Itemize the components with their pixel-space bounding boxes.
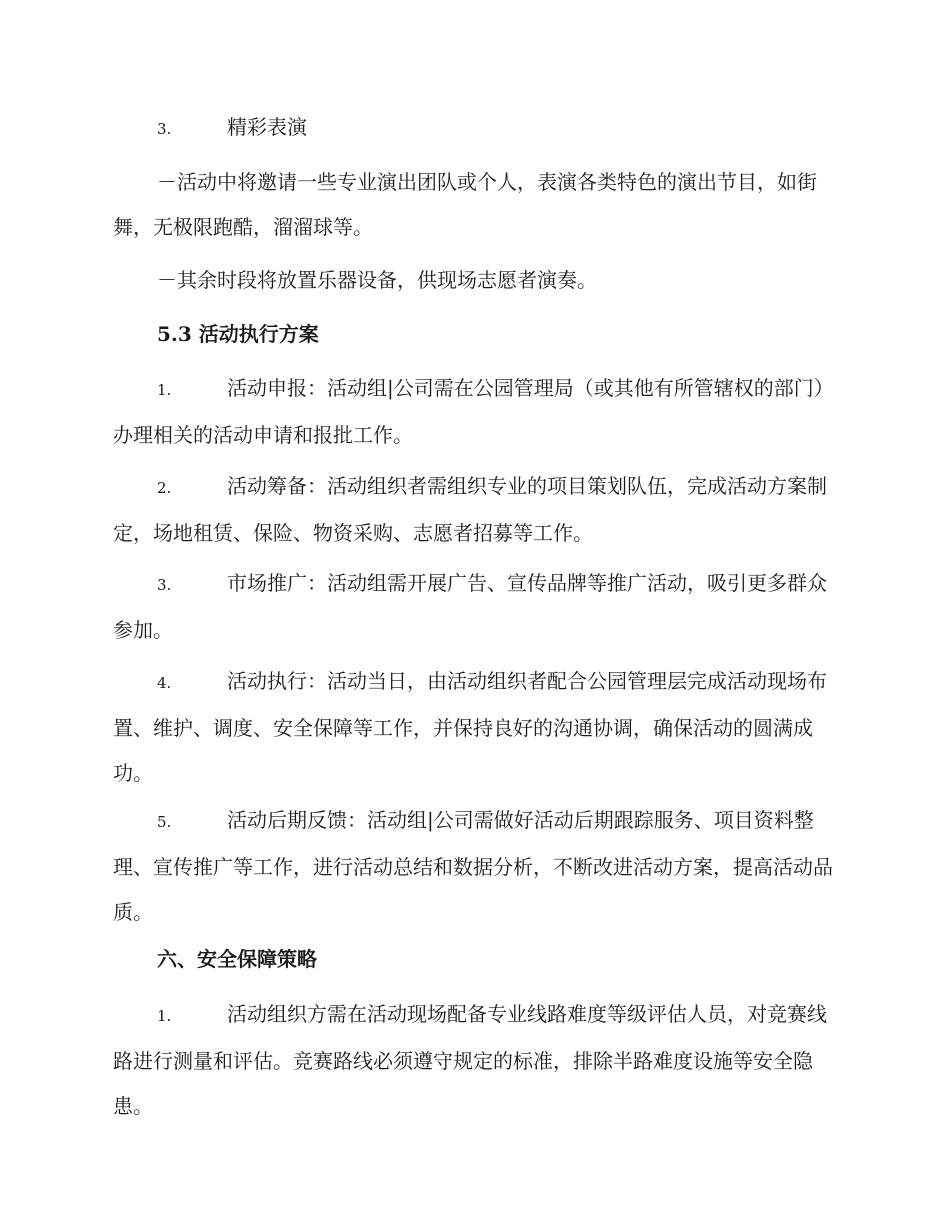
list-number: 2. (157, 479, 172, 497)
list-item-title: 精彩表演 (227, 115, 307, 139)
list-item-text: 市场推广：活动组需开展广告、宣传品牌等推广活动，吸引更多群众参加。 (113, 571, 827, 642)
paragraph-text: －活动中将邀请一些专业演出团队或个人，表演各类特色的演出节目，如街舞，无极限跑酷，溜溜球等。 (113, 170, 817, 239)
list-number: 3. (157, 576, 172, 594)
list-item-text: 活动筹备：活动组织者需组织专业的项目策划队伍，完成活动方案制定，场地租赁、保险、物资采购、志愿者招募等工作。 (113, 474, 827, 545)
list-number: 1. (157, 381, 172, 399)
list-item (113, 464, 835, 556)
list-item-text: 活动组织方需在活动现场配备专业线路难度等级评估人员，对竞赛线路进行测量和评估。竞赛路线必须遵守规定的标准，排除半路难度设施等安全隐患。 (113, 1002, 827, 1118)
list-item-text: 活动执行：活动当日，由活动组织者配合公园管理层完成活动现场布置、维护、调度、安全保障等工作，并保持良好的沟通协调，确保活动的圆满成功。 (113, 669, 827, 785)
list-number: 3. (157, 120, 172, 138)
paragraph-performance-bullet-2 (113, 258, 835, 303)
section-heading-6 (113, 937, 835, 982)
list-item (113, 659, 835, 796)
section-heading: 5.3 活动执行方案 (157, 322, 319, 346)
section-heading: 六、安全保障策略 (157, 947, 317, 971)
list-number: 5. (157, 813, 172, 831)
paragraph-text: －其余时段将放置乐器设备，供现场志愿者演奏。 (157, 268, 597, 292)
list-number: 4. (157, 674, 172, 692)
list-item-text: 活动申报：活动组|公司需在公园管理局（或其他有所管辖权的部门）办理相关的活动申请和报批工作。 (113, 376, 834, 447)
list-item-text: 活动后期反馈：活动组|公司需做好活动后期跟踪服务、项目资料整理、宣传推广等工作，进行活动总结和数据分析，不断改进活动方案，提高活动品质。 (113, 808, 833, 924)
list-number: 1. (157, 1007, 172, 1025)
list-item (113, 992, 835, 1129)
list-item (113, 366, 835, 458)
list-item (113, 561, 835, 653)
list-item-performance (113, 105, 835, 152)
section-heading-5-3 (113, 312, 835, 357)
paragraph-performance-bullet-1 (113, 160, 835, 250)
list-item (113, 798, 835, 935)
